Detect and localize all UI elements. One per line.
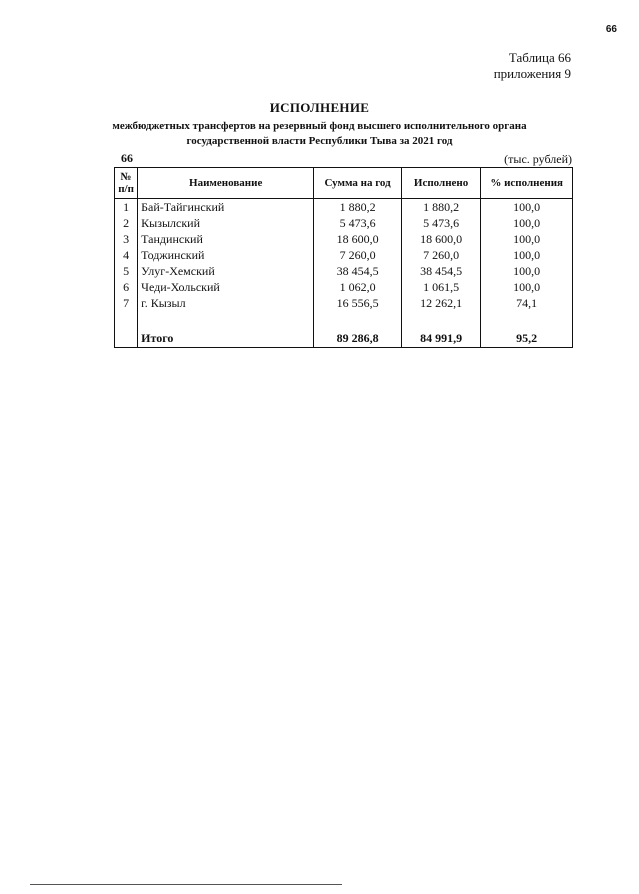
total-done: 84 991,9 [401,329,481,348]
header-done: Исполнено [401,168,481,199]
total-sum: 89 286,8 [314,329,402,348]
header-sum: Сумма на год [314,168,402,199]
row-num: 6 [115,279,138,295]
page-number: 66 [605,24,617,35]
table-row [115,279,573,295]
row-num: 7 [115,295,138,311]
row-num: 3 [115,231,138,247]
table-row [115,199,573,216]
row-sum: 7 260,0 [314,247,402,263]
row-name: г. Кызыл [138,295,314,311]
header-num [115,168,138,199]
row-done: 18 600,0 [401,231,481,247]
footer-divider [30,884,342,885]
row-done: 5 473,6 [401,215,481,231]
table-row [115,295,573,311]
row-num: 1 [115,199,138,216]
row-done: 38 454,5 [401,263,481,279]
table-ref-line1: Таблица 66 [508,50,571,65]
total-name: Итого [138,329,314,348]
spacer-cell [138,311,314,329]
row-pct: 100,0 [481,215,573,231]
spacer-cell [314,311,402,329]
row-pct: 100,0 [481,199,573,216]
table-row [115,247,573,263]
units-label: (тыс. рублей) [504,152,572,166]
row-pct: 100,0 [481,263,573,279]
row-name: Тандинский [138,231,314,247]
row-pct: 100,0 [481,247,573,263]
header-name: Наименование [138,168,314,199]
table-row [115,215,573,231]
row-sum: 1 880,2 [314,199,402,216]
row-done: 1 061,5 [401,279,481,295]
header-pct: % исполнения [481,168,573,199]
total-num [115,329,138,348]
row-pct: 74,1 [481,295,573,311]
document-subtitle [0,119,639,149]
subtitle-line2: государственной власти Республики Тыва за 2021 год [186,135,453,147]
table-spacer-row [115,311,573,329]
row-sum: 38 454,5 [314,263,402,279]
header-num-line1: № [120,171,132,183]
row-sum: 16 556,5 [314,295,402,311]
row-name: Чеди-Хольский [138,279,314,295]
spacer-cell [401,311,481,329]
row-num: 5 [115,263,138,279]
table-number-code: 66 [121,151,133,165]
row-sum: 18 600,0 [314,231,402,247]
row-name: Кызылский [138,215,314,231]
header-num-line2: п/п [118,183,134,195]
table-ref-line2: приложения 9 [493,66,571,81]
row-done: 1 880,2 [401,199,481,216]
spacer-cell [115,311,138,329]
table-total-row [115,329,573,348]
row-done: 7 260,0 [401,247,481,263]
row-pct: 100,0 [481,231,573,247]
table-header-row [115,168,573,199]
row-num: 2 [115,215,138,231]
row-name: Улуг-Хемский [138,263,314,279]
row-pct: 100,0 [481,279,573,295]
row-name: Тоджинский [138,247,314,263]
table-row [115,231,573,247]
row-name: Бай-Тайгинский [138,199,314,216]
row-sum: 5 473,6 [314,215,402,231]
subtitle-line1: межбюджетных трансфертов на резервный фонд высшего исполнительного органа [112,120,527,132]
table-row [115,263,573,279]
row-done: 12 262,1 [401,295,481,311]
table-reference [494,50,571,82]
spacer-cell [481,311,573,329]
document-title: ИСПОЛНЕНИЕ [269,100,370,115]
row-sum: 1 062,0 [314,279,402,295]
execution-table [114,167,573,348]
total-pct: 95,2 [481,329,573,348]
row-num: 4 [115,247,138,263]
